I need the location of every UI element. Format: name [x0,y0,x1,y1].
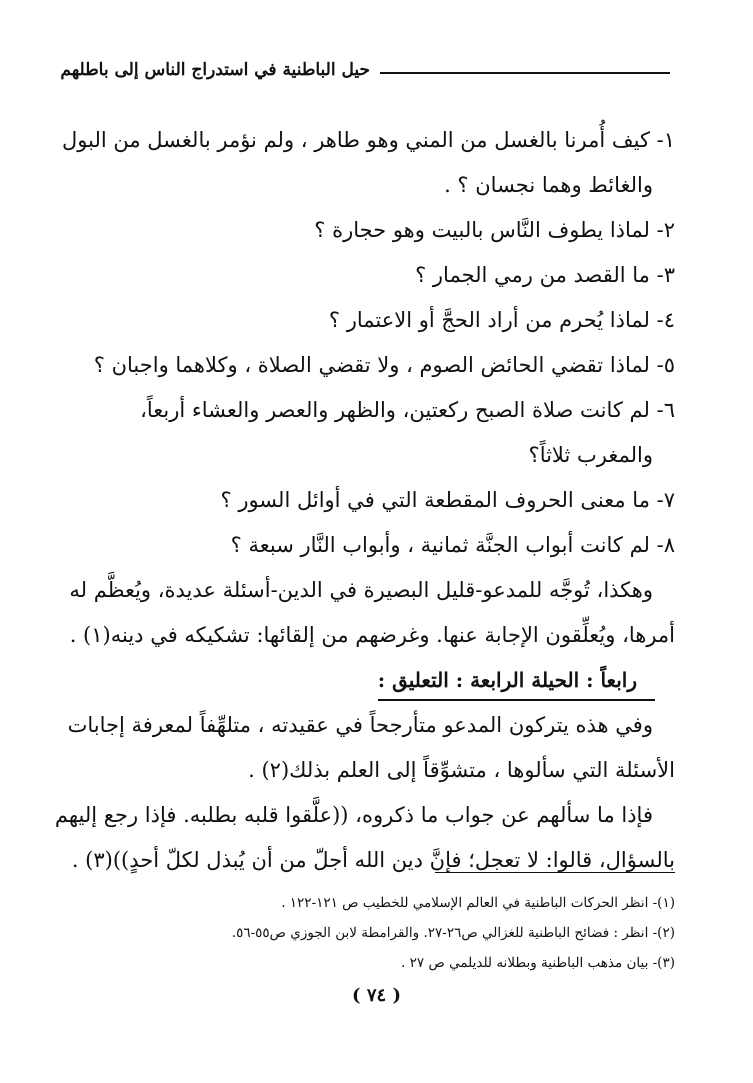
paragraph-3-line-1: فإذا ما سألهم عن جواب ما ذكروه، ((علَّقوا قلبه بطلبه. فإذا رجع إليهم [54,803,653,827]
question-1-line-2: والغائط وهما نجسان ؟ . [444,173,653,197]
paragraph-2-line-1: وفي هذه يتركون المدعو متأرجحاً في عقيدته ، متلهِّفاً لمعرفة إجابات [67,713,653,737]
section-heading: رابعاً : الحيلة الرابعة : التعليق : [378,661,655,701]
paragraph-3-line-2: بالسؤال، قالوا: لا تعجل؛ فإنَّ دين الله أجلّ من أن يُبذل لكلّ أحدٍ))(٣) . [71,848,675,872]
body-text [54,118,675,883]
footnotes [75,888,675,978]
header-rule [380,72,670,74]
question-3: ٣- ما القصد من رمي الجمار ؟ [415,263,675,287]
paragraph-1-line-2: أمرها، ويُعلِّقون الإجابة عنها. وغرضهم من إلقائها: تشكيكه في دينه(١) . [69,623,675,647]
question-1-line-1: ١- كيف أُمرنا بالغسل من المني وهو طاهر ، ولم نؤمر بالغسل من البول [62,128,675,152]
question-5: ٥- لماذا تقضي الحائض الصوم ، ولا تقضي الصلاة ، وكلاهما واجبان ؟ [93,353,675,377]
question-8: ٨- لم كانت أبواب الجنَّة ثمانية ، وأبواب النَّار سبعة ؟ [230,533,675,557]
paragraph-1-line-1: وهكذا، تُوجَّه للمدعو-قليل البصيرة في الدين-أسئلة عديدة، ويُعظَّم له [69,578,653,602]
question-4: ٤- لماذا يُحرم من أراد الحجَّ أو الاعتمار ؟ [328,308,675,332]
question-7: ٧- ما معنى الحروف المقطعة التي في أوائل السور ؟ [220,488,675,512]
footnote-3: (٣)- بيان مذهب الباطنية وبطلانه للديلمي ص ٢٧ . [401,955,675,971]
footnote-2: (٢)- انظر : فضائح الباطنية للغزالي ص٢٦-٢٧. والقرامطة لابن الجوزي ص٥٥-٥٦. [231,925,675,941]
question-6-line-1: ٦- لم كانت صلاة الصبح ركعتين، والظهر والعصر والعشاء أربعاً، [140,398,675,422]
question-2: ٢- لماذا يطوف النَّاس بالبيت وهو حجارة ؟ [314,218,675,242]
page-number: ( ٧٤ ) [352,985,401,1006]
footnote-rule [435,872,675,873]
question-6-line-2: والمغرب ثلاثاً؟ [528,443,653,467]
running-header [60,58,670,88]
footnote-1: (١)- انظر الحركات الباطنية في العالم الإسلامي للخطيب ص ١٢١-١٢٢ . [281,895,675,911]
paragraph-2-line-2: الأسئلة التي سألوها ، متشوِّقاً إلى العلم بذلك(٢) . [248,758,675,782]
header-title: حيل الباطنية في استدراج الناس إلى باطلهم [60,60,370,80]
